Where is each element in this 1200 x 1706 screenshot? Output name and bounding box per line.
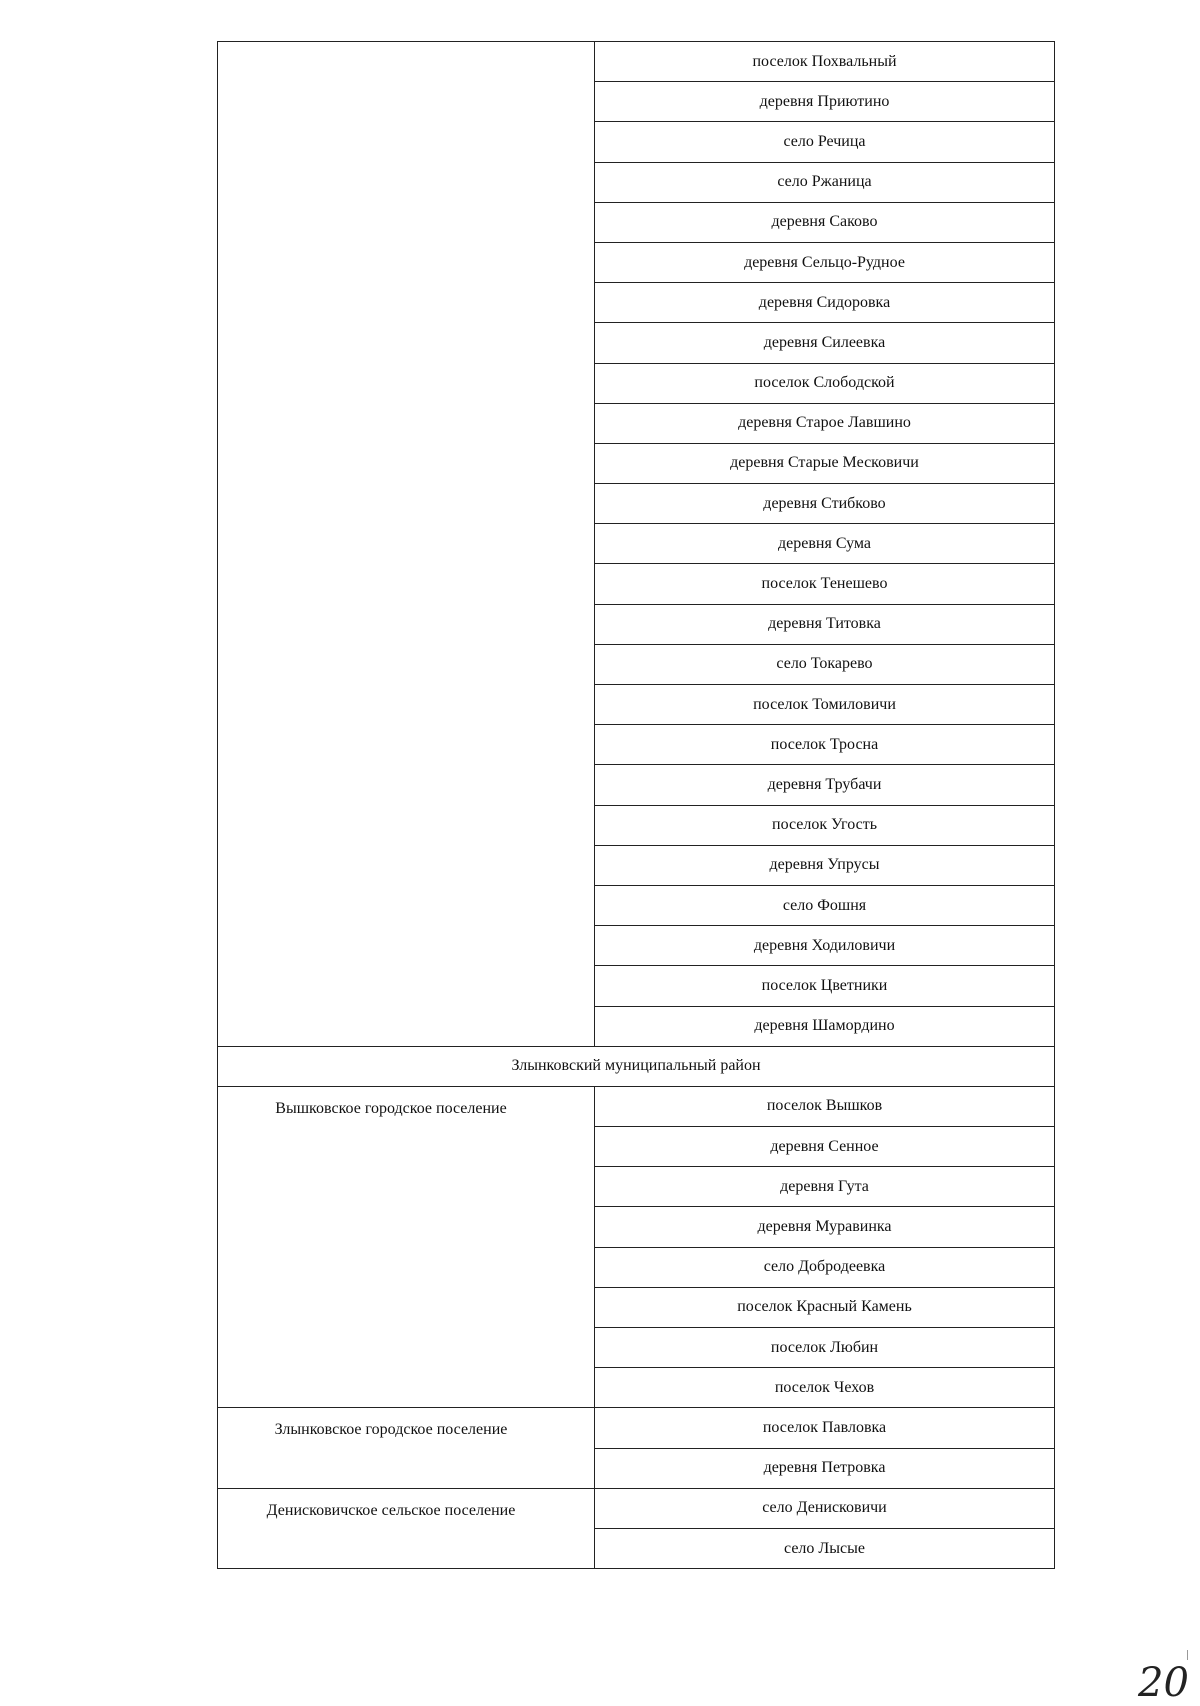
settlement-cell: деревня Гута: [595, 1167, 1055, 1207]
settlement-cell: деревня Сенное: [595, 1127, 1055, 1167]
district-row: [218, 1046, 1055, 1086]
settlement-group-name-cell: [218, 1488, 595, 1568]
page-number: 20: [1138, 1660, 1189, 1706]
settlements-table-body: [218, 42, 1055, 1569]
table-row: [218, 1408, 1055, 1448]
settlement-group-name-cell: [218, 1086, 595, 1408]
settlement-cell: поселок Слободской: [595, 363, 1055, 403]
settlement-cell: деревня Сельцо-Рудное: [595, 242, 1055, 282]
settlement-cell: деревня Силеевка: [595, 323, 1055, 363]
settlement-cell: поселок Любин: [595, 1328, 1055, 1368]
settlement-cell: поселок Тенешево: [595, 564, 1055, 604]
settlement-cell: поселок Похвальный: [595, 42, 1055, 82]
settlement-cell: деревня Петровка: [595, 1448, 1055, 1488]
settlement-cell: село Лысые: [595, 1528, 1055, 1568]
settlement-cell: поселок Цветники: [595, 966, 1055, 1006]
settlement-cell: село Речица: [595, 122, 1055, 162]
settlement-cell: деревня Сидоровка: [595, 283, 1055, 323]
settlement-cell: деревня Сума: [595, 524, 1055, 564]
settlement-cell: деревня Ходиловичи: [595, 926, 1055, 966]
settlement-cell: деревня Приютино: [595, 82, 1055, 122]
settlement-cell: село Ржаница: [595, 162, 1055, 202]
scan-edge-mark: [1187, 1650, 1188, 1660]
settlement-cell: село Токарево: [595, 644, 1055, 684]
settlement-cell: село Денисковичи: [595, 1488, 1055, 1528]
settlement-cell: поселок Томиловичи: [595, 685, 1055, 725]
settlement-cell: деревня Трубачи: [595, 765, 1055, 805]
settlement-cell: село Добродеевка: [595, 1247, 1055, 1287]
continued-group-cell: [218, 42, 595, 1047]
settlement-group-name: Денисковичское сельское поселение: [266, 1501, 516, 1519]
settlement-cell: деревня Саково: [595, 202, 1055, 242]
settlement-cell: деревня Старые Месковичи: [595, 443, 1055, 483]
settlement-cell: деревня Шамордино: [595, 1006, 1055, 1046]
settlement-cell: деревня Титовка: [595, 604, 1055, 644]
settlement-cell: поселок Вышков: [595, 1086, 1055, 1126]
settlement-group-name-cell: [218, 1408, 595, 1488]
settlement-cell: деревня Старое Лавшино: [595, 403, 1055, 443]
table-row: [218, 1488, 1055, 1528]
settlement-cell: село Фошня: [595, 885, 1055, 925]
settlements-table: [217, 41, 1055, 1569]
settlement-cell: деревня Муравинка: [595, 1207, 1055, 1247]
settlement-cell: поселок Тросна: [595, 725, 1055, 765]
district-name: Злынковский муниципальный район: [218, 1046, 1055, 1086]
table-row: [218, 42, 1055, 82]
settlement-cell: деревня Стибково: [595, 484, 1055, 524]
settlement-cell: поселок Угость: [595, 805, 1055, 845]
settlement-cell: поселок Павловка: [595, 1408, 1055, 1448]
table-row: [218, 1086, 1055, 1126]
settlement-cell: поселок Красный Камень: [595, 1287, 1055, 1327]
settlement-cell: поселок Чехов: [595, 1368, 1055, 1408]
settlement-cell: деревня Упрусы: [595, 845, 1055, 885]
settlement-group-name: Вышковское городское поселение: [275, 1099, 507, 1117]
settlement-group-name: Злынковское городское поселение: [274, 1421, 508, 1439]
